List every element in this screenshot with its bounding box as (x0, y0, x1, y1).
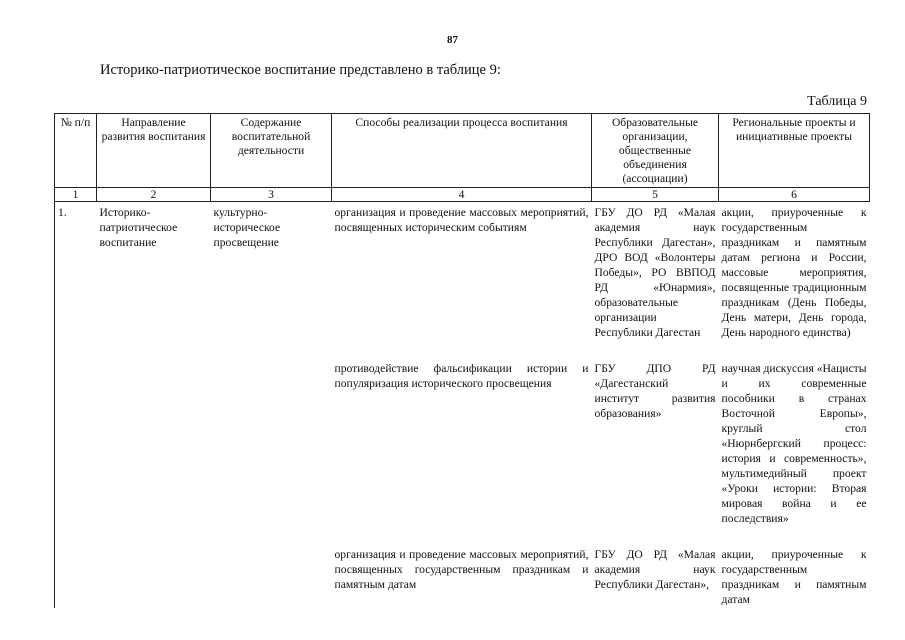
content-cell (211, 341, 332, 527)
table-row (55, 341, 870, 527)
table-row (55, 202, 870, 342)
table-row (55, 527, 870, 608)
column-number-row (55, 188, 870, 202)
organizations-cell: ГБУ ДО РД «Малая академия наук Республики Дагестан», ДРО ВОД «Волонтеры Победы», РО ВВПОД РД «Юнармия», образовательные организации Республики Дагестан (594, 206, 716, 339)
header-row (55, 114, 870, 188)
organizations-cell: ГБУ ДО РД «Малая академия наук Республики Дагестан», (594, 548, 716, 591)
direction-cell (97, 341, 211, 527)
table-caption: Таблица 9 (807, 94, 867, 109)
method-cell: противодействие фальсификации истории и популяризация исторического просвещения (334, 362, 589, 390)
column-number: 2 (97, 188, 211, 202)
column-number: 4 (332, 188, 592, 202)
header-cell: № п/п (55, 114, 97, 188)
method-cell: организация и проведение массовых мероприятий, посвященных государственным праздникам и памятным датам (334, 548, 589, 591)
column-number: 1 (55, 188, 97, 202)
header-cell: Региональные проекты и инициативные проекты (719, 114, 870, 188)
header-cell: Способы реализации процесса воспитания (332, 114, 592, 188)
row-number: 1. (55, 202, 97, 342)
row-number (55, 527, 97, 608)
intro-text: Историко-патриотическое воспитание представлено в таблице 9: (100, 62, 501, 78)
projects-cell: акции, приуроченные к государственным праздникам и памятным датам региона и России, массовые мероприятия, посвященные традиционным праздникам (День Победы, День матери, День города, День народного единства) (721, 206, 867, 339)
content-cell (211, 527, 332, 608)
header-cell: Содержание воспитательной деятельности (211, 114, 332, 188)
direction-cell: Историко-патриотическое воспитание (99, 206, 178, 249)
organizations-cell: ГБУ ДПО РД «Дагестанский институт развития образования» (594, 362, 716, 420)
projects-cell: акции, приуроченные к государственным праздникам и памятным датам (721, 548, 867, 606)
row-number (55, 341, 97, 527)
column-number: 3 (211, 188, 332, 202)
method-cell: организация и проведение массовых мероприятий, посвященных историческим событиям (334, 206, 589, 234)
education-table (54, 113, 870, 608)
page-number: 87 (447, 34, 458, 46)
header-cell: Направление развития воспитания (97, 114, 211, 188)
header-cell: Образовательные организации, общественные объединения (ассоциации) (592, 114, 719, 188)
content-cell: культурно-историческое просвещение (213, 206, 281, 249)
column-number: 5 (592, 188, 719, 202)
column-number: 6 (719, 188, 870, 202)
direction-cell (97, 527, 211, 608)
projects-cell: научная дискуссия «Нацисты и их современные пособники в странах Восточной Европы», круглый стол «Нюрнбергский процесс: история и современность», мультимедийный проект «Уроки истории: Вторая мировая война и ее последствия» (721, 362, 867, 525)
